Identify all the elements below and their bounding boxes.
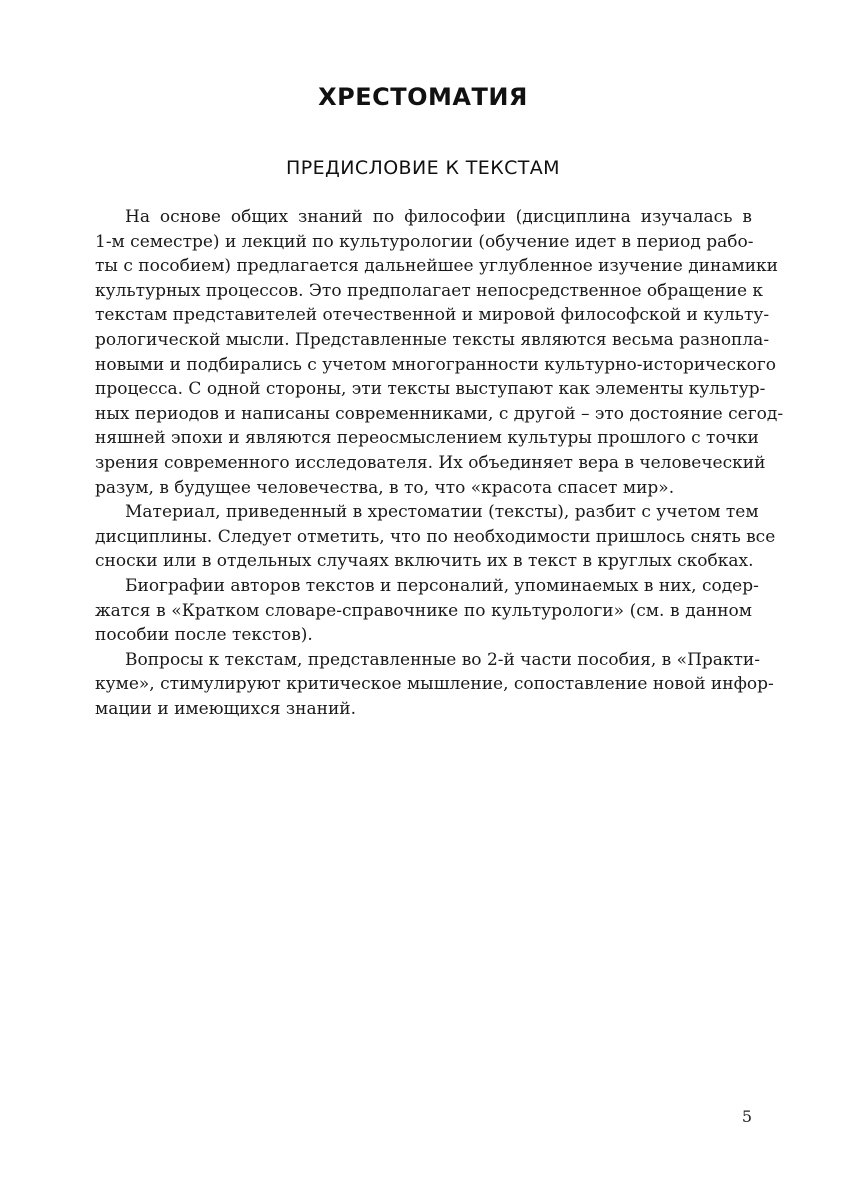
text-line: жатся в «Кратком словаре-справочнике по культурологи» (см. в данном xyxy=(95,600,752,621)
text-line: Биографии авторов текстов и персоналий, упоминаемых в них, содер- xyxy=(125,575,759,596)
text-line: новыми и подбирались с учетом многогранности культурно-исторического xyxy=(95,354,776,375)
text-line: На основе общих знаний по философии (дисциплина изучалась в xyxy=(125,207,752,227)
text-line: Материал, приведенный в хрестоматии (тексты), разбит с учетом тем xyxy=(125,502,759,523)
text-line: няшней эпохи и являются переосмыслением культуры прошлого с точки xyxy=(95,428,759,449)
text-line: пособии после текстов). xyxy=(95,625,313,646)
body-text xyxy=(95,205,784,721)
paragraph-4 xyxy=(95,648,774,722)
text-line: Вопросы к текстам, представленные во 2-й части пособия, в «Практи- xyxy=(125,649,761,670)
text-line: сноски или в отдельных случаях включить их в текст в круглых скобках. xyxy=(95,551,754,572)
section-heading: ПРЕДИСЛОВИЕ К ТЕКСТАМ xyxy=(286,157,560,179)
text-line: 1-м семестре) и лекций по культурологии (обучение идет в период рабо- xyxy=(95,231,754,252)
text-line: куме», стимулируют критическое мышление, сопоставление новой инфор- xyxy=(95,674,774,695)
text-line: процесса. С одной стороны, эти тексты выступают как элементы культур- xyxy=(95,379,766,400)
text-line: разум, в будущее человечества, в то, что «красота спасет мир». xyxy=(95,477,675,498)
text-line: ных периодов и написаны современниками, с другой – это достояние сегод- xyxy=(95,403,784,424)
text-line: текстам представителей отечественной и мировой философской и культу- xyxy=(95,305,770,326)
paragraph-1 xyxy=(95,205,784,500)
text-line: мации и имеющихся знаний. xyxy=(95,698,357,719)
text-line: зрения современного исследователя. Их объединяет вера в человеческий xyxy=(95,452,766,473)
page-number: 5 xyxy=(741,1107,752,1126)
paragraph-3 xyxy=(95,574,759,648)
text-line: рологической мысли. Представленные тексты являются весьма разнопла- xyxy=(95,329,770,350)
text-line: дисциплины. Следует отметить, что по необходимости пришлось снять все xyxy=(95,526,776,547)
paragraph-2 xyxy=(95,500,776,574)
text-line: ты с пособием) предлагается дальнейшее углубленное изучение динамики xyxy=(95,256,778,277)
text-line: культурных процессов. Это предполагает непосредственное обращение к xyxy=(95,280,764,301)
page-title: ХРЕСТОМАТИЯ xyxy=(318,83,528,111)
